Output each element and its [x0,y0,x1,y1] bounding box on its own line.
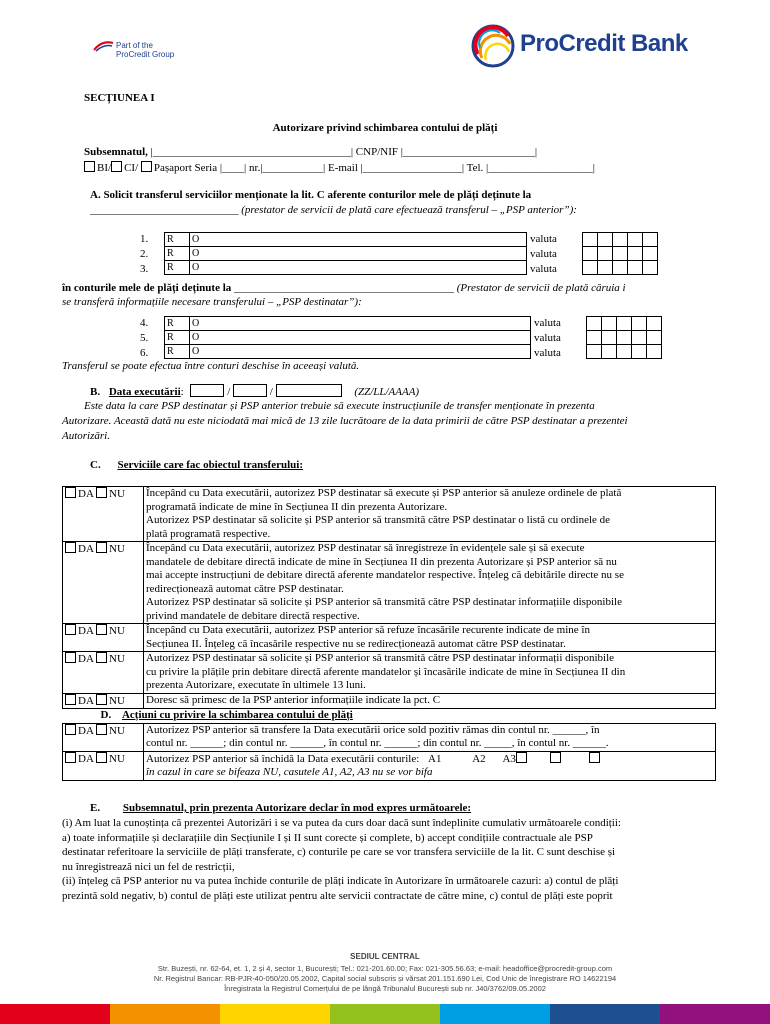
dest-line1 [62,282,626,296]
bank-name: ProCredit Bank [520,30,688,57]
section-c-title: Serviciile care fac obiectul transferului: [117,459,303,471]
old-accounts-valuta: valuta valuta valuta [530,233,557,275]
footer-line3: Înregistrata la Registrul Comerțului de pe lângă Tribunalul București sub nr. J40/3762/09.05.2002 [224,984,546,993]
section-b-text1: Este data la care PSP destinatar și PSP anterior trebuie să execute instrucțiunile de transfer menționate în prezenta [84,400,595,412]
stripe-segment [660,1004,770,1024]
stripe-segment [550,1004,660,1024]
services-table [62,486,716,781]
new-accounts-currency-grid[interactable] [586,316,662,359]
swoosh-icon [92,40,114,52]
declaration-i-3: destinatar referitoare la serviciile de plăți transferate, c) conturile pe care se vor transfera serviciile de la lit. C sunt deschise și [62,846,616,859]
psp-anterior-note: (prestator de servicii de plată care efectuează transferul – „PSP anterior”): [241,204,577,216]
psp-destinatar-field[interactable]: ________________________________________ [231,282,455,294]
date-slash-1: / [227,386,231,398]
da-checkbox[interactable] [65,624,76,635]
bi-label: BI/ [97,162,112,174]
section-b-colon: : [180,386,184,398]
section-e-body [62,816,714,904]
ci-label: CI/ [124,162,139,174]
section-b-text2: Autorizare. Această dată nu este niciodată mai mică de 13 zile lucrătoare de la data primirii de către PSP destinatar a prezentei [62,415,628,427]
section-c-heading [90,459,303,473]
stripe-segment [330,1004,440,1024]
a1-label: A1 [428,752,442,765]
declaration-ii-1: (ii) înțeleg că PSP anterior nu va putea închide conturile de plăți indicate în Autorizare în următoarele cazuri: a) contul de plăți [62,875,619,888]
nu-checkbox[interactable] [96,752,107,763]
da-checkbox[interactable] [65,752,76,763]
old-accounts-iban-grid[interactable]: R O R O R O [164,232,527,275]
date-month-input[interactable] [233,384,267,397]
declaration-i-4: nu înregistrează nici un fel de restricții, [62,860,235,873]
declaration-i-2: a) toate informațiile și declarațiile din Secțiunile I și II sunt corecte și complete, b) accept condițiile contractuale ale PSP [62,831,593,844]
subscriber-line1 [84,146,537,160]
subscriber-label: Subsemnatul, [84,146,148,158]
service-row: DA NU Doresc să primesc de la PSP anterior informațiile indicate la pct. C [63,693,716,709]
stripe-segment [110,1004,220,1024]
close-accounts-text: Autorizez PSP anterior să închidă la Data executării conturile: [146,752,420,765]
a2-label: A2 [472,752,486,765]
subscriber-line2 [84,161,595,175]
new-accounts-numbers: 4. 5. 6. [140,317,149,359]
footer-line2: Nr. Registrul Bancar: RB-PJR-40-050/20.05.2002, Capital social subscris și vărsat 201.151.690 Lei, Cod Unic de înregistrare RO 14622194 [153,974,617,983]
part-of-line1: Part of the [116,41,153,50]
stripe-segment [0,1004,110,1024]
a3-label: A3 [502,752,516,765]
nu-checkbox[interactable] [96,542,107,553]
footer-line1: Str. Buzești, nr. 62-64, et. 1, 2 și 4, sector 1, București; Tel.: 021-201.60.00; Fax: 021-305.56.63; e-mail: headoffice@procredit-group.com [157,964,613,973]
old-accounts-numbers: 1. 2. 3. [140,233,149,275]
new-accounts-iban-grid[interactable]: R O R O R O [164,316,531,359]
service-row: DA NU Începând cu Data executării, autorizez PSP destinatar să înregistreze în evidențele sale și să execute mandatele de debitare directă indicate de mine în Secțiunea II din prezenta Autorizare și PSP anterior să nu mai accepte instrucțiuni de debitare directă aferente mandatelor respective. Înțeleg că debitările directe nu se redirecționează automat către PSP destinatar. Autorizez PSP destinatar să solicite și PSP anterior să transmită către PSP destinatar informațiile disponibile privind mandatele de debitare directă respective. [63,542,716,624]
section-title: SECȚIUNEA I [84,92,155,104]
service-row: DA NU Autorizez PSP destinatar să solicite și PSP anterior să transmită către PSP destinatar informații disponibile cu privire la plățile prin debitare directă aferente mandatelor și încasările indicate de mine în Secțiunea II din prezenta Autorizare, executate în ultimele 13 luni. [63,652,716,694]
stripe-segment [440,1004,550,1024]
nu-checkbox[interactable] [96,694,107,705]
section-e-heading [90,802,471,816]
date-year-input[interactable] [276,384,342,397]
footer-title: SEDIUL CENTRAL [350,952,420,961]
a2-checkbox[interactable] [550,752,561,763]
bi-checkbox[interactable] [84,161,95,172]
section-e-title: Subsemnatul, prin prezenta Autorizare declar în mod expres următoarele: [122,802,472,814]
bank-emblem-icon [470,24,516,68]
section-a-line2 [90,204,577,218]
ci-checkbox[interactable] [111,161,122,172]
bank-logo [470,24,710,68]
stripe-segment [220,1004,330,1024]
nu-checkbox[interactable] [96,724,107,735]
da-checkbox[interactable] [65,724,76,735]
nu-checkbox[interactable] [96,624,107,635]
passport-fields: Pașaport Seria |____| nr.|___________| E-mail |__________________| Tel. |___________________| [153,162,595,174]
psp-anterior-field[interactable]: ___________________________ [90,204,239,216]
da-checkbox[interactable] [65,542,76,553]
nu-checkbox[interactable] [96,487,107,498]
a1-checkbox[interactable] [516,752,527,763]
date-format-hint: (ZZ/LL/AAAA) [354,386,420,398]
close-accounts-note: în cazul in care se bifeaza NU, casutele A1, A2, A3 nu se vor bifa [146,766,433,778]
old-accounts-currency-grid[interactable] [582,232,658,275]
passport-checkbox[interactable] [141,161,152,172]
nu-checkbox[interactable] [96,652,107,663]
section-b-heading [90,384,419,398]
action-row: DA NU Autorizez PSP anterior să transfere la Data executării orice sold pozitiv rămas din contul nr. ______, în contul nr. ______; din contul nr. ______, în contul nr. ______; din contul nr. _____, în contul nr. ______. [63,723,716,751]
dest-line2: se transferă informațiile necesare transferului – „PSP destinatar”): [62,296,362,308]
subscriber-fields: |____________________________________| CNP/NIF |________________________| [147,146,538,158]
part-of-line2: ProCredit Group [116,50,175,59]
transfer-note: Transferul se poate efectua între conturi deschise în aceeași valută. [62,360,360,372]
section-b-letter: B. [90,386,101,398]
section-e-letter: E. [90,802,101,814]
dest-label: în conturile mele de plăți deținute la [62,282,232,294]
date-slash-2: / [269,386,273,398]
transfer-balance-line1: Autorizez PSP anterior să transfere la Data executării orice sold pozitiv rămas din contul nr. ______, în [146,723,600,736]
declaration-i-1: (i) Am luat la cunoștința că prezentei Autorizări i se va putea da curs doar dacă sunt îndeplinite cumulativ următoarele condiții: [62,817,621,829]
action-row: DA NU Autorizez PSP anterior să închidă la Data executării conturile: A1 A2 A3 în cazul in care se bifeaza NU, casutele A1, A2, A3 nu se vor bifa [63,751,716,780]
date-day-input[interactable] [190,384,224,397]
section-c-letter: C. [90,459,101,471]
a3-checkbox[interactable] [589,752,600,763]
section-a-heading: A. Solicit transferul serviciilor menționate la lit. C aferente conturilor mele de plăți deținute la [90,189,532,201]
da-checkbox[interactable] [65,694,76,705]
section-d-heading: D. Acțiuni cu privire la schimbarea contului de plăți [63,709,716,724]
service-row: DA NU Începând cu Data executării, autorizez PSP destinatar să execute și PSP anterior să anuleze ordinele de plată programată indicate de mine în Secțiunea II din prezenta Autorizare. Autorizez PSP destinatar să solicite și PSP anterior să transmită către PSP destinatar o listă cu ordinele de plată programată respective. [63,487,716,542]
section-b-title: Data executării [108,386,181,398]
transfer-balance-line2: contul nr. ______; din contul nr. ______, în contul nr. ______; din contul nr. _____, în contul nr. ______. [146,737,609,749]
da-checkbox[interactable] [65,487,76,498]
section-b-text3: Autorizări. [62,430,110,442]
da-checkbox[interactable] [65,652,76,663]
doc-title: Autorizare privind schimbarea contului de plăți [272,122,498,134]
dest-note-1: (Prestator de servicii de plată căruia i [456,282,626,294]
new-accounts-valuta: valuta valuta valuta [534,317,561,359]
service-row: DA NU Începând cu Data executării, autorizez PSP anterior să refuze încasările recurente indicate de mine în Secțiunea II. Înțeleg că încasările respective nu se redirecționează automat către PSP destinatar. [63,624,716,652]
declaration-ii-2: prezintă sold negativ, b) contul de plăți este utilizat pentru alte servicii contractate de către mine, c) contul de plăți este poprit [62,889,613,902]
